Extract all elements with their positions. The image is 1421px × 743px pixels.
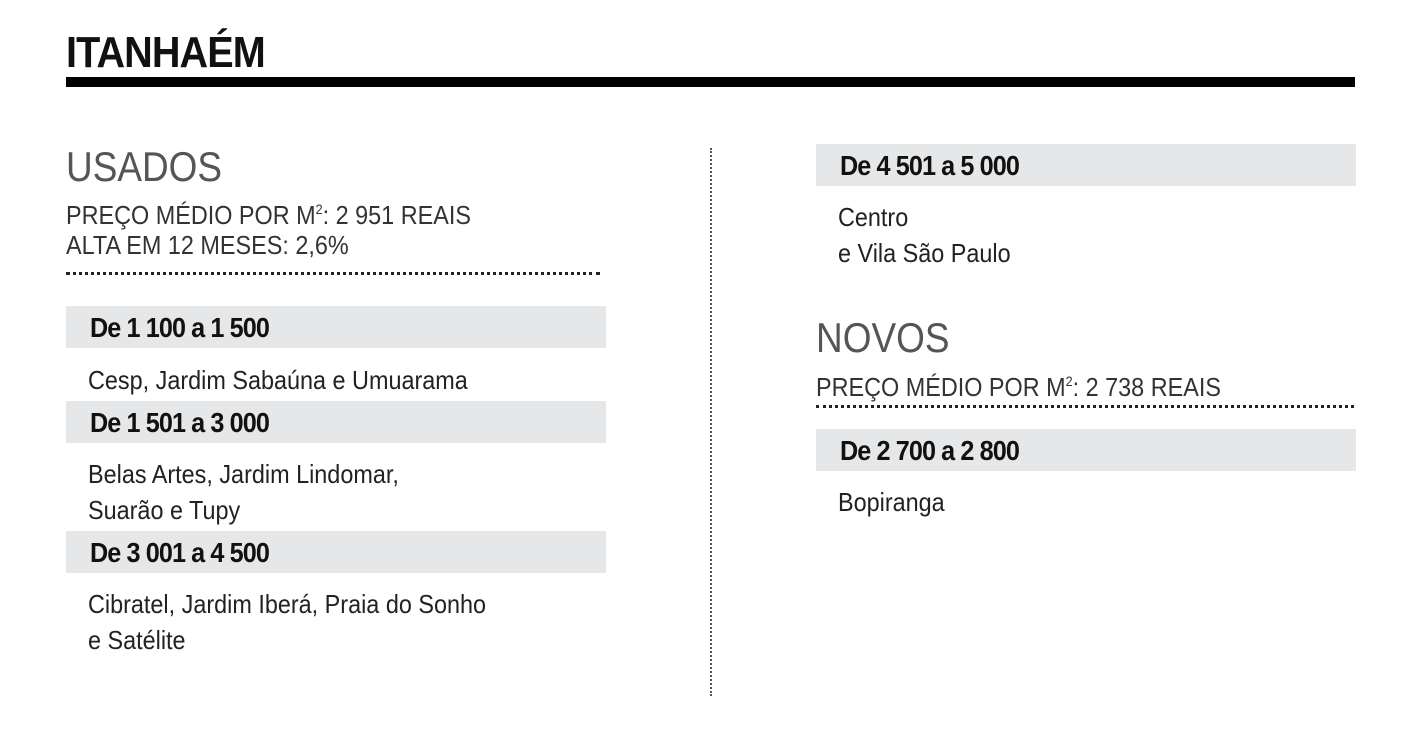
novos-dotted-rule bbox=[816, 405, 1354, 408]
usados-dotted-rule bbox=[66, 272, 600, 275]
novos-price-value: : 2 738 REAIS bbox=[1072, 372, 1221, 402]
novos-average-price bbox=[816, 363, 1221, 405]
usados-price-value: : 2 951 REAIS bbox=[322, 200, 471, 230]
usados-heading: USADOS bbox=[66, 143, 223, 190]
usados-price-label: PREÇO MÉDIO POR M bbox=[66, 200, 316, 230]
price-range-label: De 2 700 a 2 800 bbox=[840, 435, 1019, 466]
title-rule bbox=[66, 77, 1355, 87]
page-title: ITANHAÉM bbox=[66, 28, 265, 77]
usados-price-sup: 2 bbox=[315, 201, 323, 217]
neighborhood-list: Cesp, Jardim Sabaúna e Umuarama bbox=[88, 365, 468, 395]
price-range-label: De 4 501 a 5 000 bbox=[840, 150, 1019, 181]
neighborhood-list: Cibratel, Jardim Iberá, Praia do Sonho e Satélite bbox=[88, 589, 487, 655]
column-divider bbox=[710, 148, 712, 696]
novos-price-sup: 2 bbox=[1065, 373, 1073, 389]
price-range-label: De 1 100 a 1 500 bbox=[90, 312, 269, 343]
usados-annual-change: ALTA EM 12 MESES: 2,6% bbox=[66, 230, 349, 260]
neighborhood-list: Belas Artes, Jardim Lindomar, Suarão e Tupy bbox=[88, 459, 399, 525]
price-range-band bbox=[66, 531, 606, 573]
price-range-label: De 3 001 a 4 500 bbox=[90, 537, 269, 568]
price-range-label: De 1 501 a 3 000 bbox=[90, 407, 269, 438]
price-range-band bbox=[66, 306, 606, 348]
price-range-band bbox=[816, 144, 1356, 186]
neighborhood-list: Centro e Vila São Paulo bbox=[838, 202, 1011, 268]
novos-heading: NOVOS bbox=[816, 314, 950, 361]
price-range-band bbox=[66, 401, 606, 443]
novos-price-label: PREÇO MÉDIO POR M bbox=[816, 372, 1066, 402]
price-range-band bbox=[816, 429, 1356, 471]
neighborhood-list: Bopiranga bbox=[838, 487, 945, 517]
